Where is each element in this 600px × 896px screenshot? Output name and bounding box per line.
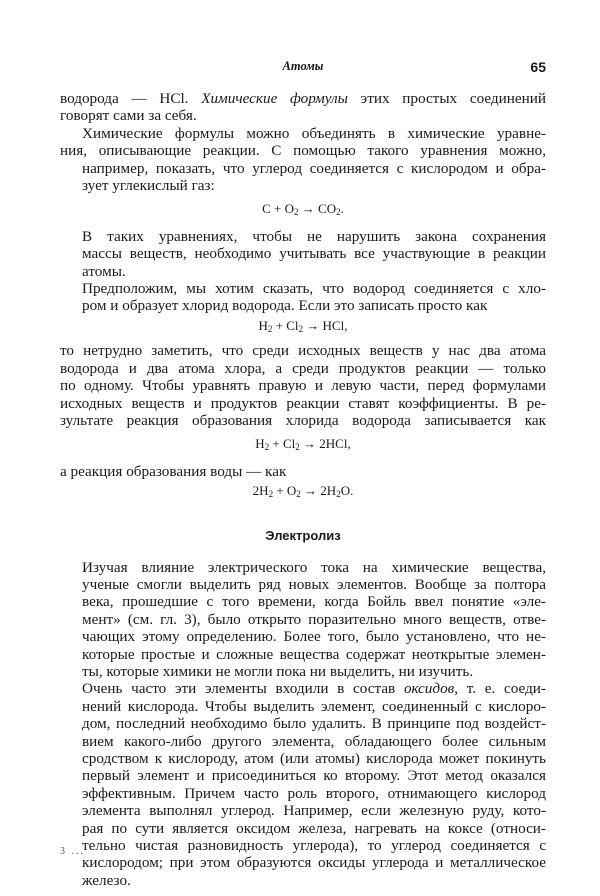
formula-part: + Cl	[269, 436, 296, 452]
formula-part: O.	[340, 483, 354, 499]
text-line: массы веществ, необходимо учитывать все участвующие в реакции	[82, 245, 546, 263]
text-line: ты, которые химики не могли пока ни выделить, ни изучить.	[82, 662, 474, 680]
text-line: века, прошедшие с того времени, когда Бойль ввел понятие «эле-	[82, 593, 546, 611]
formula-part: → HCl	[303, 317, 345, 333]
subscript: 2	[336, 207, 341, 218]
page-number: 65	[530, 59, 546, 75]
subscript: 2	[267, 323, 273, 334]
formula-part: + Cl	[272, 317, 299, 333]
text: Очень часто эти элементы входили в состав	[82, 680, 404, 698]
emphasis-term: оксидов	[403, 680, 455, 698]
text: , т. е. соеди-	[454, 680, 546, 698]
text-line: говорят сами за себя.	[60, 107, 197, 125]
text-line: Предположим, мы хотим сказать, что водород соединяется с хло-	[82, 280, 546, 298]
text-line: исходных веществ и продуктов реакции ставят коэффициенты. В ре-	[60, 394, 546, 412]
text-line: нений кислорода. Чтобы выделить элемент, соединенный с кислоро-	[82, 697, 546, 715]
formula-part: → 2HCl	[299, 436, 348, 452]
text-line: чающих этому определению. Более того, было установлено, что не-	[82, 628, 546, 646]
paragraph-6	[60, 463, 546, 480]
text-line: ученые смогли выделить ряд новых элементов. Вообще за полтора	[82, 575, 546, 593]
subscript: 2	[268, 489, 274, 500]
running-title: Атомы	[282, 59, 324, 73]
section-heading: Электролиз	[265, 527, 341, 543]
text-line: а реакция образования воды — как	[60, 462, 287, 480]
text-line: вием какого-либо другого элемента, обладающего более сильным	[82, 732, 546, 750]
text-line: тельно чистая разновидность углерода), то углерод соединяется с	[82, 837, 546, 855]
subscript: 2	[264, 442, 270, 453]
text-line: эффективным. Причем часто роль второго, отнимающего кислород	[82, 784, 546, 802]
formula-part: .	[340, 201, 344, 217]
subscript: 2	[295, 442, 300, 453]
text-line: то нетрудно заметить, что среди исходных веществ у нас два атома	[60, 342, 546, 360]
paragraph-2	[60, 125, 546, 195]
formula-part: 2H	[252, 483, 269, 499]
formula-part: H	[258, 317, 268, 333]
text: водорода — HCl.	[60, 90, 202, 107]
subscript: 2	[296, 489, 301, 500]
formula-part: → 2H	[300, 483, 337, 499]
text-line: Изучая влияние электрического тока на химические вещества,	[82, 558, 546, 576]
text-line: Химические формулы можно объединять в химические уравне-	[82, 124, 546, 142]
formula-part: C + O	[262, 201, 295, 217]
paragraph-8	[60, 680, 546, 889]
text-line: первый элемент и присоединиться ко второму. Этот метод оказался	[82, 767, 546, 785]
text-line: водорода и два атома хлора, а среди продуктов реакции — только	[60, 359, 546, 377]
paragraph-1	[60, 90, 546, 125]
text-line: ния, описывающие реакции. С помощью такого уравнения можно,	[60, 142, 546, 160]
formula-part: ,	[347, 436, 351, 452]
formula-part: H	[255, 436, 265, 452]
formula-part: ,	[344, 317, 348, 333]
text-line: зультате реакция образования хлорида водорода записывается как	[60, 411, 546, 429]
subscript: 2	[298, 323, 304, 334]
text-line: кислородом; при этом образуются оксиды углерода и металлическое	[82, 854, 546, 872]
formula-carbon-dioxide	[60, 200, 546, 221]
text-line: ром и образует хлорид водорода. Если это записать просто как	[82, 297, 488, 315]
body-text	[60, 90, 546, 889]
paragraph-5	[60, 342, 546, 429]
text: этих простых соединений	[347, 90, 546, 107]
text-line: которые простые и сложные вещества содержат неоткрытые элемен-	[82, 645, 546, 663]
text-line: железо.	[82, 871, 131, 889]
text-line: например, показать, что углерод соединяется с кислородом и обра-	[82, 159, 546, 177]
text-line: В таких уравнениях, чтобы не нарушить закона сохранения	[82, 227, 546, 245]
emphasis-term: Химические формулы	[201, 90, 348, 107]
page-header	[60, 59, 546, 77]
formula-part: → CO	[298, 201, 337, 217]
paragraph-4	[60, 280, 546, 315]
formula-water	[60, 482, 546, 503]
text-line: дом, последний необходимо было удалить. В принципе под воздейст-	[82, 715, 546, 733]
text-line: мент» (см. гл. 3), было открыто поразительно много веществ, отве-	[82, 610, 546, 628]
text-line: атомы.	[82, 262, 126, 280]
paragraph-7	[60, 559, 546, 681]
subscript: 2	[294, 207, 299, 218]
printer-signature-mark: 3 ...	[60, 846, 85, 857]
formula-hcl-balanced	[60, 435, 546, 456]
subscript: 2	[336, 489, 341, 500]
text-line: зует углекислый газ:	[82, 177, 215, 195]
formula-hcl-unbalanced	[60, 317, 546, 338]
text-line: по одному. Чтобы уравнять правую и левую части, перед формулами	[60, 377, 546, 395]
paragraph-3	[60, 228, 546, 280]
text-line: элемента выполнял углерод. Например, если железную руду, кото-	[82, 802, 546, 820]
formula-part: + O	[273, 483, 297, 499]
text-line: рая по сути является оксидом железа, нагревать на коксе (относи-	[82, 819, 546, 837]
text-line: сродством к кислороду, атом (или атомы) кислорода может покинуть	[82, 750, 546, 767]
